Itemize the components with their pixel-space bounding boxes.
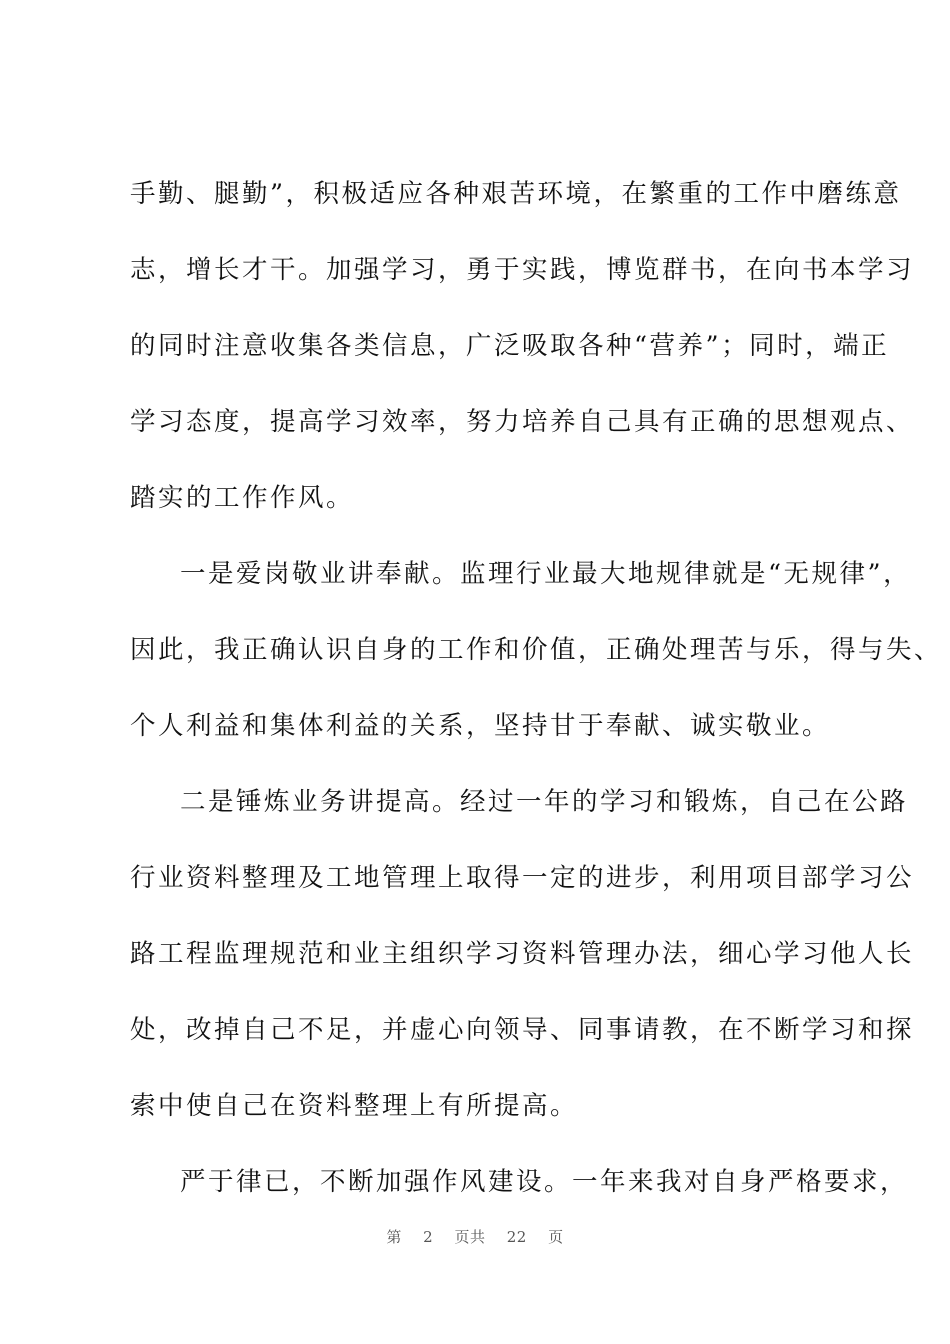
page-label-suffix: 页 [548, 1228, 564, 1246]
paragraph-start-line: 严于律已，不断加强作风建设。一年来我对自身严格要求， [180, 1167, 909, 1197]
text-line: 处，改掉自己不足，并虚心向领导、同事请教，在不断学习和探 [130, 1015, 915, 1045]
text-line: 志，增长才干。加强学习，勇于实践，博览群书，在向书本学习 [130, 255, 915, 285]
paragraph-start-line: 一是爱岗敬业讲奉献。监理行业最大地规律就是“无规律”， [180, 559, 912, 589]
text-line: 个人利益和集体利益的关系，坚持甘于奉献、诚实敬业。 [130, 711, 831, 741]
text-line: 因此，我正确认识自身的工作和价值，正确处理苦与乐，得与失、 [130, 635, 943, 665]
total-pages-number: 22 [506, 1228, 527, 1246]
text-line: 路工程监理规范和业主组织学习资料管理办法，细心学习他人长 [130, 939, 915, 969]
paragraph-start-line: 二是锤炼业务讲提高。经过一年的学习和锻炼，自己在公路 [180, 787, 909, 817]
page-footer [0, 1226, 950, 1247]
text-line: 行业资料整理及工地管理上取得一定的进步，利用项目部学习公 [130, 863, 915, 893]
page-label-middle: 页共 [454, 1228, 486, 1246]
document-body [130, 164, 943, 1228]
text-line: 学习态度，提高学习效率，努力培养自己具有正确的思想观点、 [130, 407, 915, 437]
text-line: 的同时注意收集各类信息，广泛吸取各种“营养”；同时，端正 [130, 331, 890, 361]
text-line: 索中使自己在资料整理上有所提高。 [130, 1091, 579, 1121]
text-line: 踏实的工作作风。 [130, 483, 355, 513]
current-page-number: 2 [423, 1228, 434, 1246]
page-label-prefix: 第 [386, 1228, 402, 1246]
text-line: 手勤、腿勤”，积极适应各种艰苦环境，在繁重的工作中磨练意 [130, 179, 902, 209]
